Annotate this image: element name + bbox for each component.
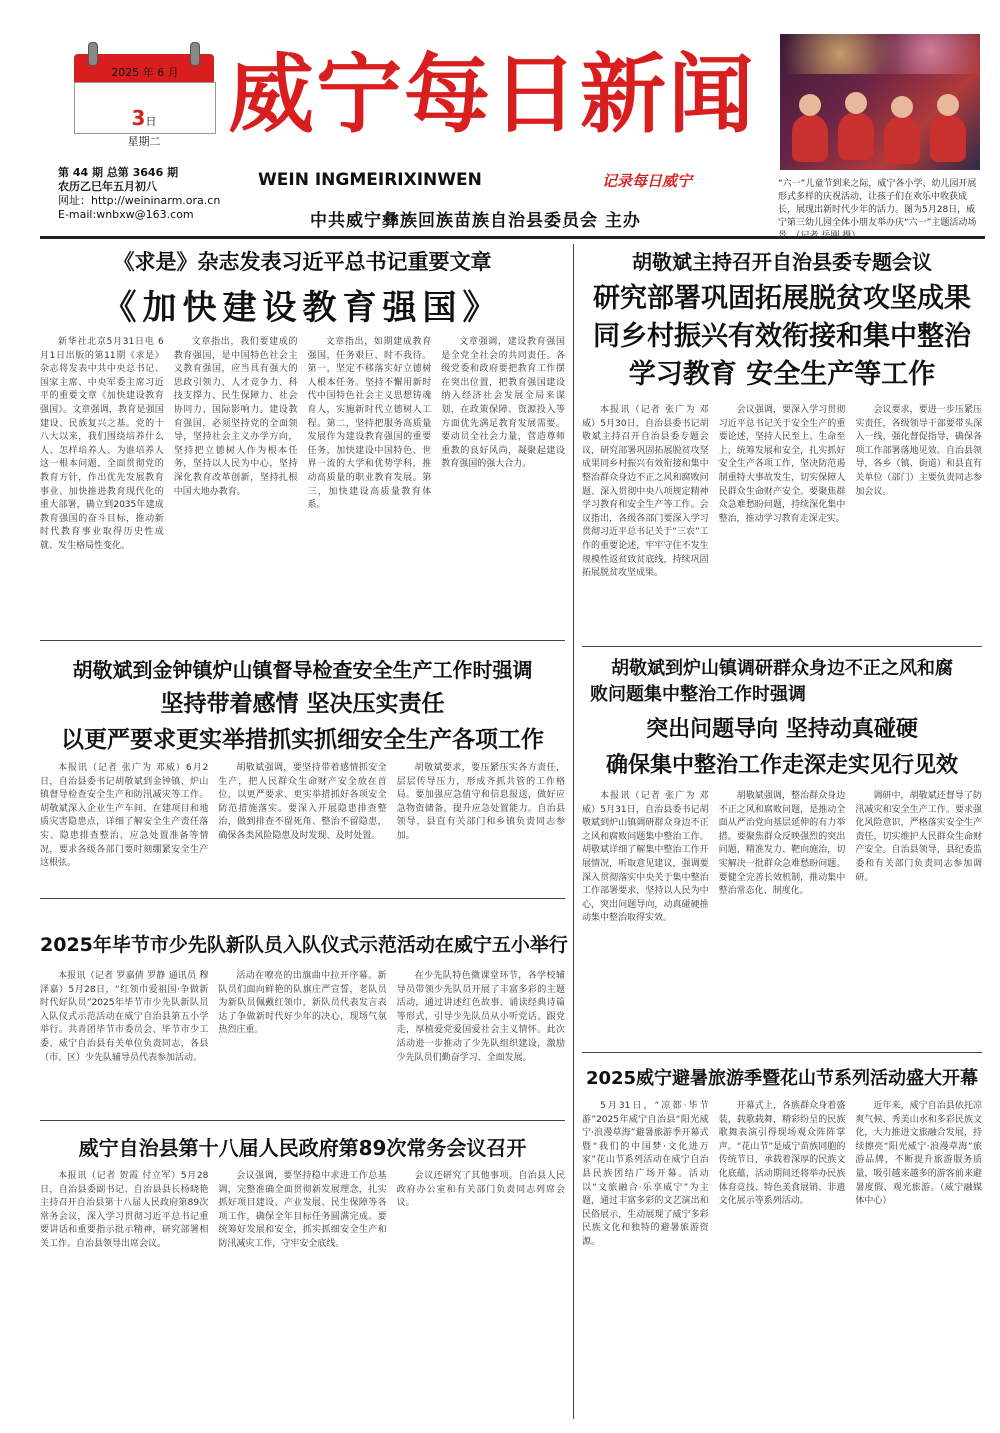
article-paragraph: 文章强调，建设教育强国是全党全社会的共同责任。各级党委和政府要把教育工作摆在突出位置，把教育强国建设纳入经济社会发展全局来谋划，在政策保障、资源投入等方面优先满足教育发展需要。要动员全社会力量，营造尊师重教的良好风尚，凝聚起建设教育强国的强大合力。 bbox=[441, 337, 565, 470]
article6-body bbox=[40, 1170, 565, 1415]
article3-col bbox=[397, 762, 565, 892]
article-paragraph: 5月31日，“凉都·毕节游”2025年威宁自治县“阳光威宁·浪漫草海”避暑旅游季开幕式暨“我们的中国梦·文化进万家”花山节系列活动在威宁自治县民族团结广场开幕。活动以“文旅融合·乐享威宁”为主题，通过丰富多彩的文艺演出和民俗展示，生动展现了威宁多彩民族文化和独特的避暑旅游资源。 bbox=[582, 1101, 709, 1247]
article5-col bbox=[218, 970, 386, 1112]
column-divider bbox=[573, 244, 574, 1419]
article-paragraph: 开幕式上，各族群众身着盛装，载歌载舞，精彩纷呈的民族歌舞表演引得现场观众阵阵掌声。“花山节”是威宁苗族同胞的传统节日，承载着深厚的民族文化底蕴，活动期间还将举办民族体育竞技、特色美食展销、非遗文化展示等系列活动。 bbox=[718, 1101, 846, 1207]
article1-col bbox=[308, 336, 432, 628]
article2-col bbox=[719, 404, 846, 639]
article-paragraph: 本报讯（记者 张广为 邓威）6月2日，自治县委书记胡敬斌到金钟镇、炉山镇督导检查安全生产和防汛减灾等工作。胡敬斌深入企业生产车间、在建项目和地质灾害隐患点，详细了解安全生产责任落实、隐患排查整治、应急处置准备等情况，要求各级各部门要时刻绷紧安全生产这根弦。 bbox=[40, 763, 209, 869]
article6-col bbox=[218, 1170, 386, 1415]
article-paragraph: 本报讯（记者 罗嘉倩 罗静 通讯员 穆泽嘉）5月28日，“红领巾爱祖国·争做新时代好队员”2025年毕节市少先队新队员入队仪式示范活动在威宁自治县第五小学举行。共青团毕节市委员会、毕节市少工委、威宁自治县有关单位负责同志，各县（市、区）少先队辅导员代表参加活动。 bbox=[40, 971, 209, 1063]
article7-col bbox=[719, 1100, 846, 1415]
day-unit: 日 bbox=[145, 115, 157, 128]
article5-headline: 2025年毕节市少先队新队员入队仪式示范活动在威宁五小举行 bbox=[40, 934, 568, 956]
article-paragraph: 在少先队特色微课堂环节，各学校辅导员带领少先队员开展了丰富多彩的主题活动，通过讲述红色故事、诵读经典诗篇等形式，引导少先队员从小听党话、跟党走，厚植爱党爱国爱社会主义情怀。此次活动进一步推动了少先队组织建设，激励少先队员们勤奋学习、全面发展。 bbox=[396, 971, 565, 1063]
masthead-rule bbox=[40, 236, 985, 239]
email[interactable]: E-mail:wnbxw@163.com bbox=[58, 208, 194, 221]
article6-col bbox=[40, 1170, 208, 1415]
article3-body bbox=[40, 762, 565, 892]
article-paragraph: 会议强调，要坚持稳中求进工作总基调，完整准确全面贯彻新发展理念，扎实抓好项目建设、产业发展、民生保障等各项工作，确保全年目标任务圆满完成。要统筹好发展和安全，抓实抓细安全生产和防汛减灾工作，守牢安全底线。 bbox=[218, 1171, 387, 1249]
section-rule bbox=[582, 1052, 982, 1053]
article2-kicker: 胡敬斌主持召开自治县委专题会议 bbox=[632, 250, 932, 274]
newspaper-title: 威宁每日新闻 bbox=[228, 44, 756, 145]
article6-headline: 威宁自治县第十八届人民政府第89次常务会议召开 bbox=[78, 1136, 527, 1160]
article4-headline bbox=[582, 712, 982, 784]
front-photo bbox=[780, 34, 980, 170]
article-paragraph: 文章指出，如期建成教育强国，任务艰巨、时不我待。第一，坚定不移落实好立德树人根本任务。坚持不懈用新时代中国特色社会主义思想铸魂育人，实施新时代立德树人工程。第二，坚持把服务高质量发展作为建设教育强国的重要任务，加快建设中国特色、世界一流的大学和优势学科，推动高质量的职业教育发展。第三，加快建设高质量教育体系。 bbox=[307, 337, 432, 511]
article5-col bbox=[40, 970, 208, 1112]
article1-col bbox=[174, 336, 298, 628]
date-block bbox=[74, 90, 214, 152]
photo-caption: “六一”儿童节到来之际，威宁各小学、幼儿园开展形式多样的庆祝活动，让孩子们在欢乐中收获成长，展现出新时代少年的活力。图为5月28日，威宁第三幼儿园全体小朋友举办庆“六一”主题活动场 bbox=[778, 179, 977, 228]
article2-headline bbox=[582, 280, 982, 394]
article-paragraph: 调研中，胡敬斌还督导了防汛减灾和安全生产工作。要求强化风险意识，严格落实安全生产责任，切实维护人民群众生命财产安全。自治县领导，县纪委监委和有关部门负责同志参加调研。 bbox=[855, 791, 983, 883]
website[interactable]: 网址：http://weininarm.ora.cn bbox=[58, 194, 221, 207]
calendar-ring-icon bbox=[190, 42, 200, 66]
headline-line: 以更严要求更实举措抓实抓细安全生产各项工作 bbox=[61, 727, 544, 753]
article-paragraph: 本报讯（记者 张广为 邓威）5月30日，自治县委书记胡敬斌主持召开自治县委专题会议，研究部署巩固拓展脱贫攻坚成果同乡村振兴有效衔接和集中整治群众身边不正之风和腐败问题、深入贯彻中央八项规定精神学习教育和安全生产等工作。会议指出，各级各部门要深入学习贯彻习近平总书记关于“三农”工作的重要论述，牢牢守住不发生规模性返贫致贫底线，持续巩固拓展脱贫攻坚成果。 bbox=[582, 405, 709, 579]
article7-col bbox=[582, 1100, 709, 1415]
date-day: 3 bbox=[131, 106, 146, 130]
article-paragraph: 会议还研究了其他事项。自治县人民政府办公室和有关部门负责同志列席会议。 bbox=[396, 1171, 565, 1209]
newspaper-pinyin: WEIN INGMEIRIXINWEN bbox=[258, 170, 482, 190]
weekday: 星期二 bbox=[127, 135, 161, 148]
article-paragraph: 文章指出，我们要建成的教育强国，是中国特色社会主义教育强国，应当具有强大的思政引领力、人才竞争力、科技支撑力、民生保障力、社会协同力、国际影响力。建设教育强国，必须坚持党的全面领导，坚持社会主义办学方向，坚持把立德树人作为根本任务，坚持以人民为中心，坚持深化教育改革创新，坚持扎根中国大地办教育。 bbox=[173, 337, 298, 497]
kicker-line: 胡敬斌到炉山镇调研群众身边不正之风和腐 bbox=[611, 658, 953, 679]
article-paragraph: 会议强调，要深入学习贯彻习近平总书记关于安全生产的重要论述，坚持人民至上、生命至上，统筹发展和安全，扎实抓好安全生产各项工作，坚决防范遏制重特大事故发生，切实保障人民群众生命财产安全。要聚焦群众急难愁盼问题，持续深化集中整治，推动学习教育走深走实。 bbox=[718, 405, 846, 524]
article-paragraph: 胡敬斌要求，要压紧压实各方责任，层层传导压力，形成齐抓共管的工作格局。要加强应急值守和信息报送，做好应急物资储备，提升应急处置能力。自治县领导，县直有关部门和乡镇负责同志参加。 bbox=[396, 763, 565, 841]
date-year-month: 2025 年 6 月 bbox=[111, 66, 179, 79]
issue-info bbox=[58, 166, 248, 222]
article4-body bbox=[582, 790, 982, 1045]
article-paragraph: 近年来，威宁自治县依托凉爽气候、秀美山水和多彩民族文化，大力推进文旅融合发展，持续擦亮“阳光威宁·浪漫草海”旅游品牌，不断提升旅游服务质量，吸引越来越多的游客前来避暑度假、观光旅游。（威宁融媒体中心） bbox=[855, 1101, 983, 1207]
article-paragraph: 会议要求，要进一步压紧压实责任，各级领导干部要带头深入一线，强化督促指导，确保各项工作部署落地见效。自治县领导，各乡（镇、街道）和县直有关单位（部门）主要负责同志参加会议。 bbox=[855, 405, 983, 497]
section-rule bbox=[40, 898, 565, 899]
article-paragraph: 胡敬斌强调，要坚持带着感情抓安全生产，把人民群众生命财产安全放在首位，以更严要求、更实举措抓好各项安全防范措施落实。要深入开展隐患排查整治，做到排查不留死角、整治不留隐患，确保各类风险隐患及时发现、及时处置。 bbox=[218, 763, 387, 841]
headline-line: 研究部署巩固拓展脱贫攻坚成果 bbox=[593, 283, 971, 314]
article5-col bbox=[397, 970, 565, 1112]
headline-line: 同乡村振兴有效衔接和集中整治 bbox=[593, 321, 971, 352]
article1-kicker: 《求是》杂志发表习近平总书记重要文章 bbox=[113, 249, 492, 274]
article1-col bbox=[40, 336, 164, 628]
article1-headline: 《加快建设教育强国》 bbox=[102, 288, 503, 328]
headline-line: 确保集中整治工作走深走实见行见效 bbox=[605, 753, 958, 778]
article-paragraph: 胡敬斌强调，整治群众身边不正之风和腐败问题，是推动全面从严治党向基层延伸的有力举措。要聚焦群众反映强烈的突出问题，精准发力、靶向施治，切实解决一批群众急难愁盼问题。要健全完善长效机制，推动集中整治常态化、制度化。 bbox=[718, 791, 846, 897]
article3-kicker: 胡敬斌到金钟镇炉山镇督导检查安全生产工作时强调 bbox=[72, 658, 533, 682]
article4-col bbox=[855, 790, 982, 1045]
article2-body bbox=[582, 404, 982, 639]
article-paragraph: 活动在嘹亮的出旗曲中拉开序幕。新队员们面向鲜艳的队旗庄严宣誓，老队员为新队员佩戴红领巾，新队员代表发言表达了争做新时代好少年的决心，现场气氛热烈庄重。 bbox=[218, 971, 387, 1036]
article7-body bbox=[582, 1100, 982, 1415]
newspaper-slogan: 记录每日威宁 bbox=[602, 172, 693, 190]
article5-body bbox=[40, 970, 565, 1112]
article6-col bbox=[397, 1170, 565, 1415]
article-paragraph: 本报讯（记者 贺霞 付立军）5月28日，自治县委副书记、自治县县长杨晓艳主持召开自治县第十八届人民政府第89次常务会议，深入学习贯彻习近平总书记重要讲话和重要指示批示精神，研究部署相关工作。自治县领导出席会议。 bbox=[40, 1171, 209, 1249]
article3-headline bbox=[40, 686, 565, 758]
section-rule bbox=[582, 646, 982, 647]
article2-col bbox=[855, 404, 982, 639]
article-paragraph: 本报讯（记者 张广为 邓威）5月31日，自治县委书记胡敬斌到炉山镇调研群众身边不正之风和腐败问题集中整治工作。胡敬斌详细了解集中整治工作开展情况，听取意见建议，强调要深入贯彻落实中央关于集中整治工作部署要求，坚持以人民为中心，突出问题导向，动真碰硬推动集中整治取得实效。 bbox=[582, 791, 709, 924]
article7-col bbox=[855, 1100, 982, 1415]
article7-headline: 2025威宁避暑旅游季暨花山节系列活动盛大开幕 bbox=[585, 1068, 979, 1089]
article3-col bbox=[40, 762, 208, 892]
headline-line: 坚持带着感情 坚决压实责任 bbox=[160, 691, 445, 717]
article4-col bbox=[582, 790, 709, 1045]
headline-line: 突出问题导向 坚持动真碰硬 bbox=[646, 717, 918, 742]
article4-col bbox=[719, 790, 846, 1045]
issue-number: 第 44 期 总第 3646 期 bbox=[58, 166, 179, 179]
article-paragraph: 新华社北京5月31日电 6月1日出版的第11期《求是》杂志将发表中共中央总书记、国家主席、中央军委主席习近平的重要文章《加快建设教育强国》。文章强调，教育是强国建设、民族复兴之基。党的十八大以来，我们围绕培养什么人、怎样培养人、为谁培养人这一根本问题，全面贯彻党的教育方针，作出优先发展教育事业、加快推进教育现代化的重大部署，确立到2035年建成教育强国的奋斗目标，推动新时代教育事业取得历史性成就、发生格局性变化。 bbox=[40, 337, 164, 551]
sponsor-line: 中共威宁彝族回族苗族自治县委员会 主办 bbox=[310, 211, 641, 231]
article2-col bbox=[582, 404, 709, 639]
kicker-line: 败问题集中整治工作时强调 bbox=[590, 684, 806, 705]
article4-kicker bbox=[582, 654, 982, 706]
section-rule bbox=[40, 640, 565, 641]
calendar-ring-icon bbox=[88, 42, 98, 66]
headline-line: 学习教育 安全生产等工作 bbox=[628, 359, 936, 390]
article3-col bbox=[218, 762, 386, 892]
lunar-date: 农历乙巳年五月初八 bbox=[58, 180, 157, 193]
article1-col bbox=[441, 336, 565, 628]
article1-body bbox=[40, 336, 565, 628]
section-rule bbox=[40, 1120, 565, 1121]
